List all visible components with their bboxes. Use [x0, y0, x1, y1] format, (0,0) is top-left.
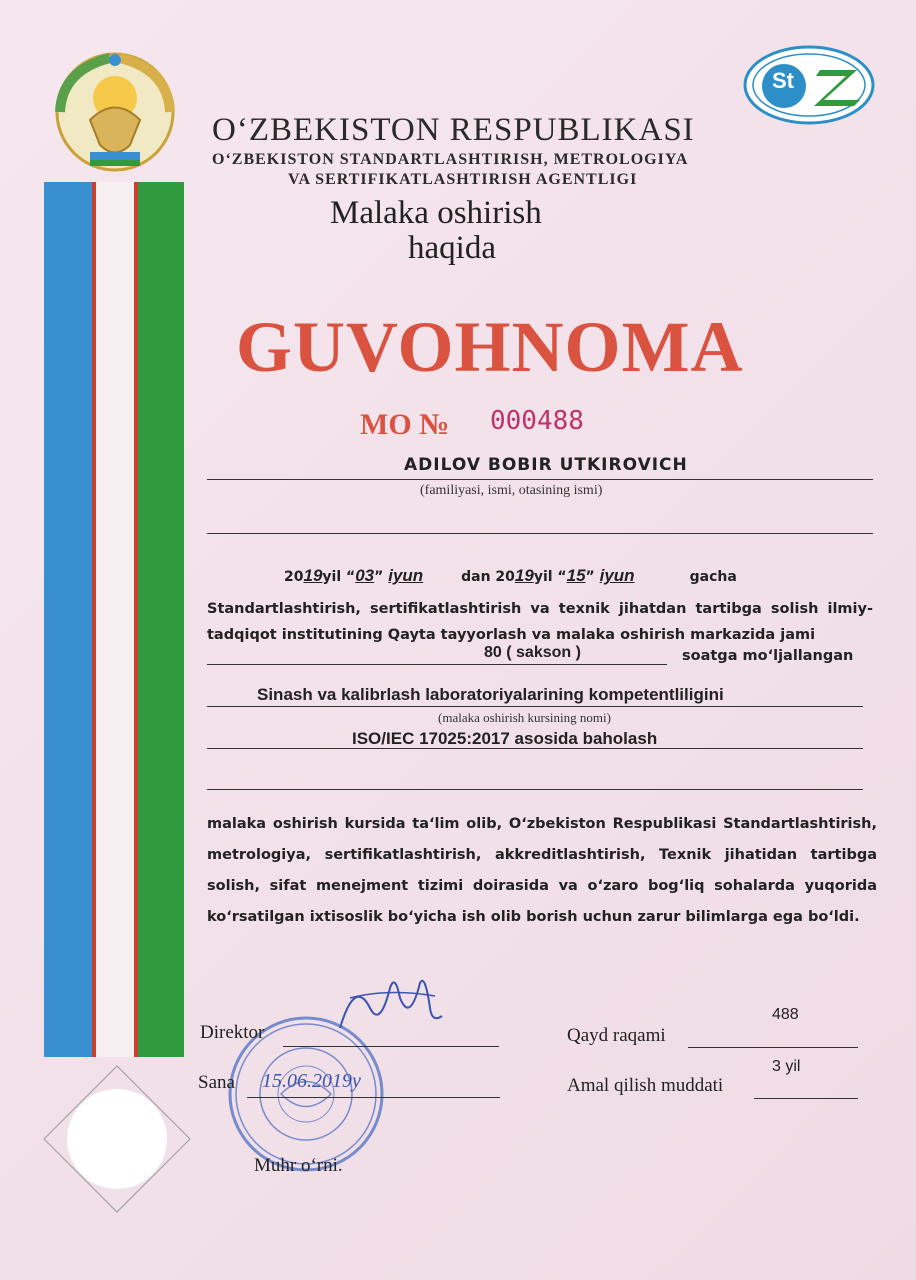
subtitle-line-2: haqida	[408, 230, 496, 266]
period-line: 2019yil “03” iyun dan 2019yil “15” iyun gacha	[284, 566, 737, 585]
to-day: 15	[566, 566, 586, 585]
agency-line-2: VA SERTIFIKATLASHTIRISH AGENTLIGI	[288, 171, 638, 188]
course-line-1: Sinash va kalibrlash laboratoriyalarining kompetentliligini	[257, 685, 724, 704]
date-label: Sana	[198, 1072, 235, 1093]
to-year: 19	[514, 566, 534, 585]
hours-suffix: soatga mo‘ljallangan	[682, 648, 854, 664]
blank-line	[207, 789, 863, 790]
seal-place-label: Muhr o‘rni.	[254, 1155, 343, 1176]
country-name: O‘ZBEKISTON RESPUBLIKASI	[212, 112, 695, 148]
name-underline	[207, 479, 873, 480]
course-line-2: ISO/IEC 17025:2017 asosida baholash	[352, 729, 658, 748]
document-title: GUVOHNOMA	[236, 307, 744, 387]
number-prefix: MO №	[360, 408, 450, 441]
body-text-1: Standartlashtirish, sertifikatlashtirish va texnik jihatdan tartibga solish ilmiy-tadqiqot institutining Qayta tayyorlash va malaka oshirish markazida jami	[207, 601, 873, 643]
flag-stripe-green	[138, 182, 184, 1057]
course-caption: (malaka oshirish kursining nomi)	[438, 710, 611, 725]
serial-number: 000488	[490, 406, 584, 436]
blank-line	[207, 533, 873, 534]
hours-value: 80 ( sakson )	[484, 644, 581, 661]
reg-number-value: 488	[772, 1006, 799, 1023]
course-underline-2	[207, 748, 863, 749]
reg-number-line	[688, 1047, 858, 1048]
flag-stripe-blue	[44, 182, 92, 1057]
hours-underline	[207, 664, 667, 665]
from-year: 19	[303, 566, 323, 585]
agency-line-1: O‘ZBEKISTON STANDARTLASHTIRISH, METROLOGIYA	[212, 151, 689, 168]
subtitle-line-1: Malaka oshirish	[330, 195, 542, 231]
validity-line	[754, 1098, 858, 1099]
logo-text: St	[772, 68, 794, 93]
holder-name: ADILOV BOBIR UTKIROVICH	[404, 455, 688, 475]
validity-value: 3 yil	[772, 1058, 801, 1075]
photo-placeholder	[42, 1064, 192, 1214]
director-label: Direktor	[200, 1022, 265, 1043]
course-underline-1	[207, 706, 863, 707]
date-line	[247, 1097, 500, 1098]
standards-logo-icon	[742, 44, 877, 126]
to-month: iyun	[599, 566, 635, 585]
flag-stripe-white	[96, 182, 134, 1057]
state-emblem-icon	[50, 50, 180, 174]
validity-label: Amal qilish muddati	[567, 1075, 724, 1096]
date-value: 15.06.2019y	[262, 1070, 361, 1092]
reg-number-label: Qayd raqami	[567, 1025, 666, 1046]
body-text-2: malaka oshirish kursida ta‘lim olib, O‘zbekiston Respublikasi Standartlashtirish, metrologiya, sertifikatlashtirish, akkreditlashtirish, Texnik jihatidan tartibga solish, sifat menejment tizimi doirasida va o‘zaro bog‘liq sohalarda yuqorida ko‘rsatilgan ixtisoslik bo‘yicha ish olib borish uchun zarur bilimlarga ega bo‘ldi.	[207, 816, 877, 925]
from-month: iyun	[388, 566, 424, 585]
signature-icon	[330, 968, 450, 1038]
director-line	[283, 1046, 499, 1047]
from-day: 03	[355, 566, 375, 585]
name-caption: (familiyasi, ismi, otasining ismi)	[420, 483, 603, 498]
